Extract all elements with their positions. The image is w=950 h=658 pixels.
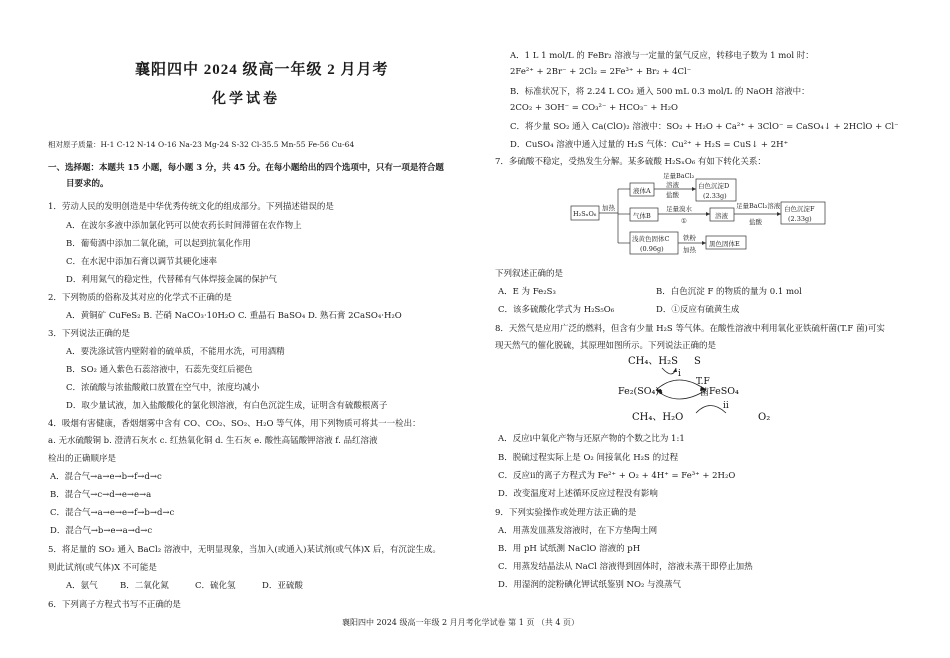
exam-title: 襄阳四中 2024 级高一年级 2 月月考 — [135, 62, 389, 78]
q6-option-c: C．将少量 SO₂ 通入 Ca(ClO)₂ 溶液中：SO₂ + H₂O + Ca²⁺ + 3ClO⁻ = CaSO₄↓ + 2HClO + Cl⁻ — [510, 122, 899, 132]
sol-label: 溶液 — [715, 212, 728, 220]
q5-option-c: C．硫化氢 — [195, 581, 236, 591]
q4-stem: 4．吸烟有害健康，香烟烟雾中含有 CO、CO₂、SO₂、H₂O 等气体，用下列物质可将其一一检出： — [48, 419, 421, 429]
q4-option-b: B．混合气→c→d→e→e→a — [50, 490, 152, 500]
sulfur-label: S — [694, 356, 701, 367]
q8-stem: 8．天然气是应用广泛的燃料，但含有少量 H₂S 等气体。在酸性溶液中利用氧化亚铁硫杆菌(T.F 菌)可实 — [495, 324, 885, 334]
reaction-ii-curve — [696, 406, 726, 414]
q7-flow-diagram — [566, 168, 826, 258]
q6-stem: 6．下列离子方程式书写不正确的是 — [48, 600, 181, 610]
q7-question: 下列叙述正确的是 — [495, 269, 564, 279]
q8-stem-cont: 现天然气的催化脱硫，其原理如图所示。下列说法正确的是 — [495, 341, 717, 351]
q6-option-d: D．CuSO₄ 溶液中通入过量的 H₂S 气体：Cu²⁺ + H₂S = CuS↓ + 2H⁺ — [510, 140, 789, 150]
heat2-label: 加热 — [683, 246, 696, 254]
q7-option-d: D．①反应有硫黄生成 — [656, 305, 740, 315]
mass-d-label: (2.33g) — [703, 192, 727, 200]
q1-option-d: D．利用氮气的稳定性，代替稀有气体焊接金属的保护气 — [66, 275, 277, 285]
precip-d-label: 白色沉淀D — [698, 182, 730, 190]
q7-stem: 7．多硫酸不稳定，受热发生分解。某多硫酸 H₂SₓO₆ 有如下转化关系： — [495, 157, 766, 167]
q2-stem: 2．下列物质的俗称及其对应的化学式不正确的是 — [48, 293, 232, 303]
q6-option-a: A．1 L 1 mol/L 的 FeBr₂ 溶液与一定量的氯气反应，转移电子数为 1 mol 时： — [510, 51, 814, 61]
q3-option-d: D．取少量试液，加入盐酸酸化的氯化钡溶液，有白色沉淀生成，证明含有硫酸根离子 — [66, 401, 388, 411]
mass-c-label: (0.96g) — [640, 245, 664, 253]
section-heading: 一、选择题：本题共 15 小题，每小题 3 分，共 45 分。在每小题给出的四个选项中，只有一项是符合题 — [48, 163, 444, 173]
heat-label: 加热 — [602, 204, 615, 212]
reaction-i-label: i — [678, 369, 681, 379]
q7-option-c: C．该多硫酸化学式为 H₂S₅O₆ — [498, 305, 615, 315]
q5-stem-cont: 则此试剂(或气体)X 不可能是 — [48, 563, 157, 573]
q9-option-a: A．用蒸发皿蒸发溶液时，在下方垫陶土网 — [498, 526, 658, 536]
q1-stem: 1．劳动人民的发明创造是中华优秀传统文化的组成部分。下列描述错误的是 — [48, 202, 334, 212]
q5-option-b: B．二氧化氮 — [120, 581, 169, 591]
q7-option-a: A．E 为 Fe₂S₃ — [498, 287, 556, 297]
reaction-ii-label: ii — [723, 401, 729, 411]
mass-f-label: (2.33g) — [788, 215, 812, 223]
q5-stem: 5．将足量的 SO₂ 通入 BaCl₂ 溶液中，无明显现象，当加入(或通入)某试剂(或气体)X 后，有沉淀生成。 — [48, 545, 441, 555]
q4-reagents: a. 无水硫酸铜 b. 澄清石灰水 c. 红热氧化铜 d. 生石灰 e. 酸性高锰酸钾溶液 f. 品红溶液 — [48, 436, 378, 446]
q3-option-c: C．浓硫酸与浓盐酸敞口放置在空气中，浓度均减小 — [66, 383, 260, 393]
liquid-a-label: 液体A — [633, 187, 651, 195]
q9-option-d: D．用湿润的淀粉碘化钾试纸鉴别 NO₂ 与溴蒸气 — [498, 580, 682, 590]
q9-option-b: B．用 pH 试纸测 NaClO 溶液的 pH — [498, 544, 641, 554]
excess-bacl2-label: 足量BaCl₂ — [663, 172, 695, 180]
q8-option-a: A．反应i中氧化产物与还原产物的个数之比为 1:1 — [498, 434, 685, 444]
q9-stem: 9．下列实验操作或处理方法正确的是 — [495, 508, 637, 518]
q4-option-c: C．混合气→a→e→e→f→b→d→c — [50, 508, 175, 518]
section-heading-cont: 目要求的。 — [66, 179, 109, 189]
bacteria-label: 菌 — [700, 388, 710, 398]
q6-option-b: B．标准状况下，将 2.24 L CO₂ 通入 500 mL 0.3 mol/L 的 NaOH 溶液中： — [510, 87, 810, 97]
gas-b-label: 气体B — [633, 212, 651, 220]
feso4-label: FeSO₄ — [709, 386, 739, 397]
q9-option-c: C．用蒸发结晶法从 NaCl 溶液得到固体时，溶液未蒸干即停止加热 — [498, 562, 753, 572]
hcl-label: 盐酸 — [666, 191, 679, 199]
step1-label: ① — [681, 217, 687, 225]
q3-option-b: B．SO₂ 通入紫色石蕊溶液中，石蕊先变红后褪色 — [66, 365, 253, 375]
fe2so43-label: Fe₂(SO₄)₃ — [618, 386, 663, 397]
q1-option-a: A．在波尔多液中添加氯化钙可以使农药长时间滞留在农作物上 — [66, 221, 302, 231]
q5-option-a: A．氨气 — [66, 581, 98, 591]
q8-option-c: C．反应ii的离子方程式为 Fe²⁺ + O₂ + 4H⁺ = Fe³⁺ + 2H₂O — [498, 471, 736, 481]
cycle-bottom-arc — [656, 390, 706, 399]
q1-option-b: B．葡萄酒中添加二氧化硫，可以起到抗氧化作用 — [66, 239, 251, 249]
exam-subtitle: 化学试卷 — [212, 91, 280, 107]
oxygen-label: O₂ — [758, 412, 771, 423]
q4-order: 检出的正确顺序是 — [48, 454, 117, 464]
q3-option-a: A．要洗涤试管内壁附着的硫单质，不能用水洗，可用酒精 — [66, 347, 285, 357]
q8-option-d: D．改变温度对上述循环反应过程没有影响 — [498, 489, 658, 499]
q5-option-d: D．亚硫酸 — [262, 581, 303, 591]
precip-f-label: 白色沉淀F — [784, 205, 815, 213]
q3-stem: 3．下列说法正确的是 — [48, 329, 130, 339]
q2-options: A．黄铜矿 CuFeS₂ B. 芒硝 NaCO₃·10H₂O C. 重晶石 BaSO₄ D. 熟石膏 2CaSO₄·H₂O — [66, 311, 402, 321]
q4-option-a: A．混合气→a→e→b→f→d→c — [50, 472, 162, 482]
solid-e-label: 黑色固体E — [709, 240, 740, 248]
q4-option-d: D．混合气→b→e→a→d→c — [50, 526, 153, 536]
solid-c-label: 浅黄色固体C — [632, 235, 670, 243]
q8-cycle-diagram — [618, 350, 793, 426]
iron-label: 铁粉 — [683, 234, 696, 242]
page-footer: 襄阳四中 2024 级高一年级 2 月月考化学试卷 第 1 页 （共 4 页） — [342, 618, 580, 627]
q6-option-b-equation: 2CO₂ + 3OH⁻ = CO₃²⁻ + HCO₃⁻ + H₂O — [510, 103, 679, 113]
solution-label: 溶液 — [666, 181, 679, 189]
hcl2-label: 盐酸 — [749, 218, 762, 226]
q7-option-b: B．白色沉淀 F 的物质的量为 0.1 mol — [656, 287, 802, 297]
start-label: H₂SₓO₆ — [573, 210, 597, 218]
reactant-label: CH₄、H₂S — [628, 356, 678, 367]
q8-option-b: B．脱硫过程实际上是 O₂ 间接氧化 H₂S 的过程 — [498, 453, 679, 463]
bromine-label: 足量溴水 — [666, 205, 692, 213]
product-label: CH₄、H₂O — [632, 412, 684, 423]
atomic-masses: 相对原子质量：H-1 C-12 N-14 O-16 Na-23 Mg-24 S-32 Cl-35.5 Mn-55 Fe-56 Cu-64 — [48, 140, 355, 149]
q6-option-a-equation: 2Fe²⁺ + 2Br⁻ + 2Cl₂ = 2Fe³⁺ + Br₂ + 4Cl⁻ — [510, 67, 692, 77]
excess-bacl2-2-label: 足量BaCl₂溶液 — [736, 202, 781, 210]
q1-option-c: C．在水泥中添加石膏以调节其硬化速率 — [66, 257, 218, 267]
tf-label: T.F — [696, 377, 710, 387]
